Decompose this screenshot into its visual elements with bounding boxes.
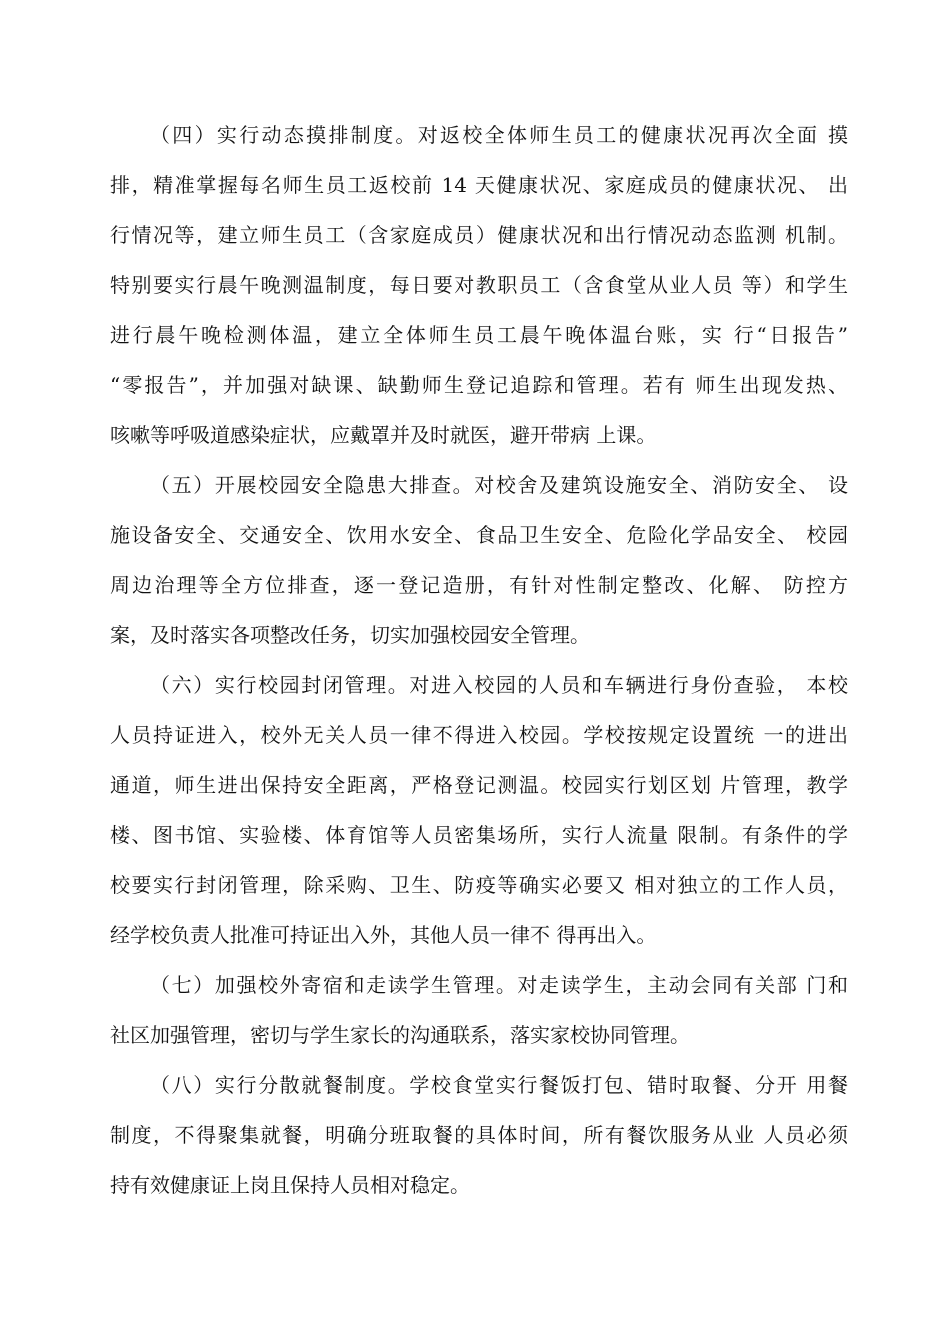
paragraph-line: （五）开展校园安全隐患大排查。对校舍及建筑设施安全、消防安全、 设 [150,473,848,497]
paragraph-line: “零报告”，并加强对缺课、缺勤师生登记追踪和管理。若有 师生出现发热、 [110,373,848,397]
paragraph-line: 楼、图书馆、实验楼、体育馆等人员密集场所，实行人流量 限制。有条件的学 [110,823,848,847]
paragraph-line: 社区加强管理，密切与学生家长的沟通联系，落实家校协同管理。 [110,1023,690,1047]
paragraph-line: 案，及时落实各项整改任务，切实加强校园安全管理。 [110,623,590,647]
paragraph-line: （八）实行分散就餐制度。学校食堂实行餐饭打包、错时取餐、分开 用餐 [150,1073,848,1097]
paragraph-line: 行情况等，建立师生员工（含家庭成员）健康状况和出行情况动态监测 机制。 [110,223,848,247]
paragraph-line: （四）实行动态摸排制度。对返校全体师生员工的健康状况再次全面 摸 [150,123,848,147]
paragraph-line: 校要实行封闭管理，除采购、卫生、防疫等确实必要又 相对独立的工作人员， [110,873,848,897]
paragraph-line: 施设备安全、交通安全、饮用水安全、食品卫生安全、危险化学品安全、 校园 [110,523,848,547]
paragraph-line: 制度，不得聚集就餐，明确分班取餐的具体时间，所有餐饮服务从业 人员必须 [110,1123,848,1147]
paragraph-line: 特别要实行晨午晚测温制度，每日要对教职员工（含食堂从业人员 等）和学生 [110,273,848,297]
paragraph-4 [110,110,848,460]
paragraph-5 [110,460,848,660]
paragraph-line: 人员持证进入，校外无关人员一律不得进入校园。学校按规定设置统 一的进出 [110,723,848,747]
paragraph-line: 经学校负责人批准可持证出入外，其他人员一律不 得再出入。 [110,923,657,947]
paragraph-line: 持有效健康证上岗且保持人员相对稳定。 [110,1173,470,1197]
paragraph-8 [110,1060,848,1210]
paragraph-line: 周边治理等全方位排查，逐一登记造册，有针对性制定整改、化解、 防控方 [110,573,848,597]
paragraph-line: 排，精准掌握每名师生员工返校前 14 天健康状况、家庭成员的健康状况、 出 [110,173,848,197]
paragraph-line: 咳嗽等呼吸道感染症状，应戴罩并及时就医，避开带病 上课。 [110,423,657,447]
paragraph-line: （七）加强校外寄宿和走读学生管理。对走读学生，主动会同有关部 门和 [150,973,848,997]
paragraph-7 [110,960,848,1060]
paragraph-line: 进行晨午晚检测体温，建立全体师生员工晨午晚体温台账，实 行“日报告” [110,323,848,347]
paragraph-line: （六）实行校园封闭管理。对进入校园的人员和车辆进行身份查验， 本校 [150,673,848,697]
paragraph-6 [110,660,848,960]
paragraph-line: 通道，师生进出保持安全距离，严格登记测温。校园实行划区划 片管理，教学 [110,773,848,797]
